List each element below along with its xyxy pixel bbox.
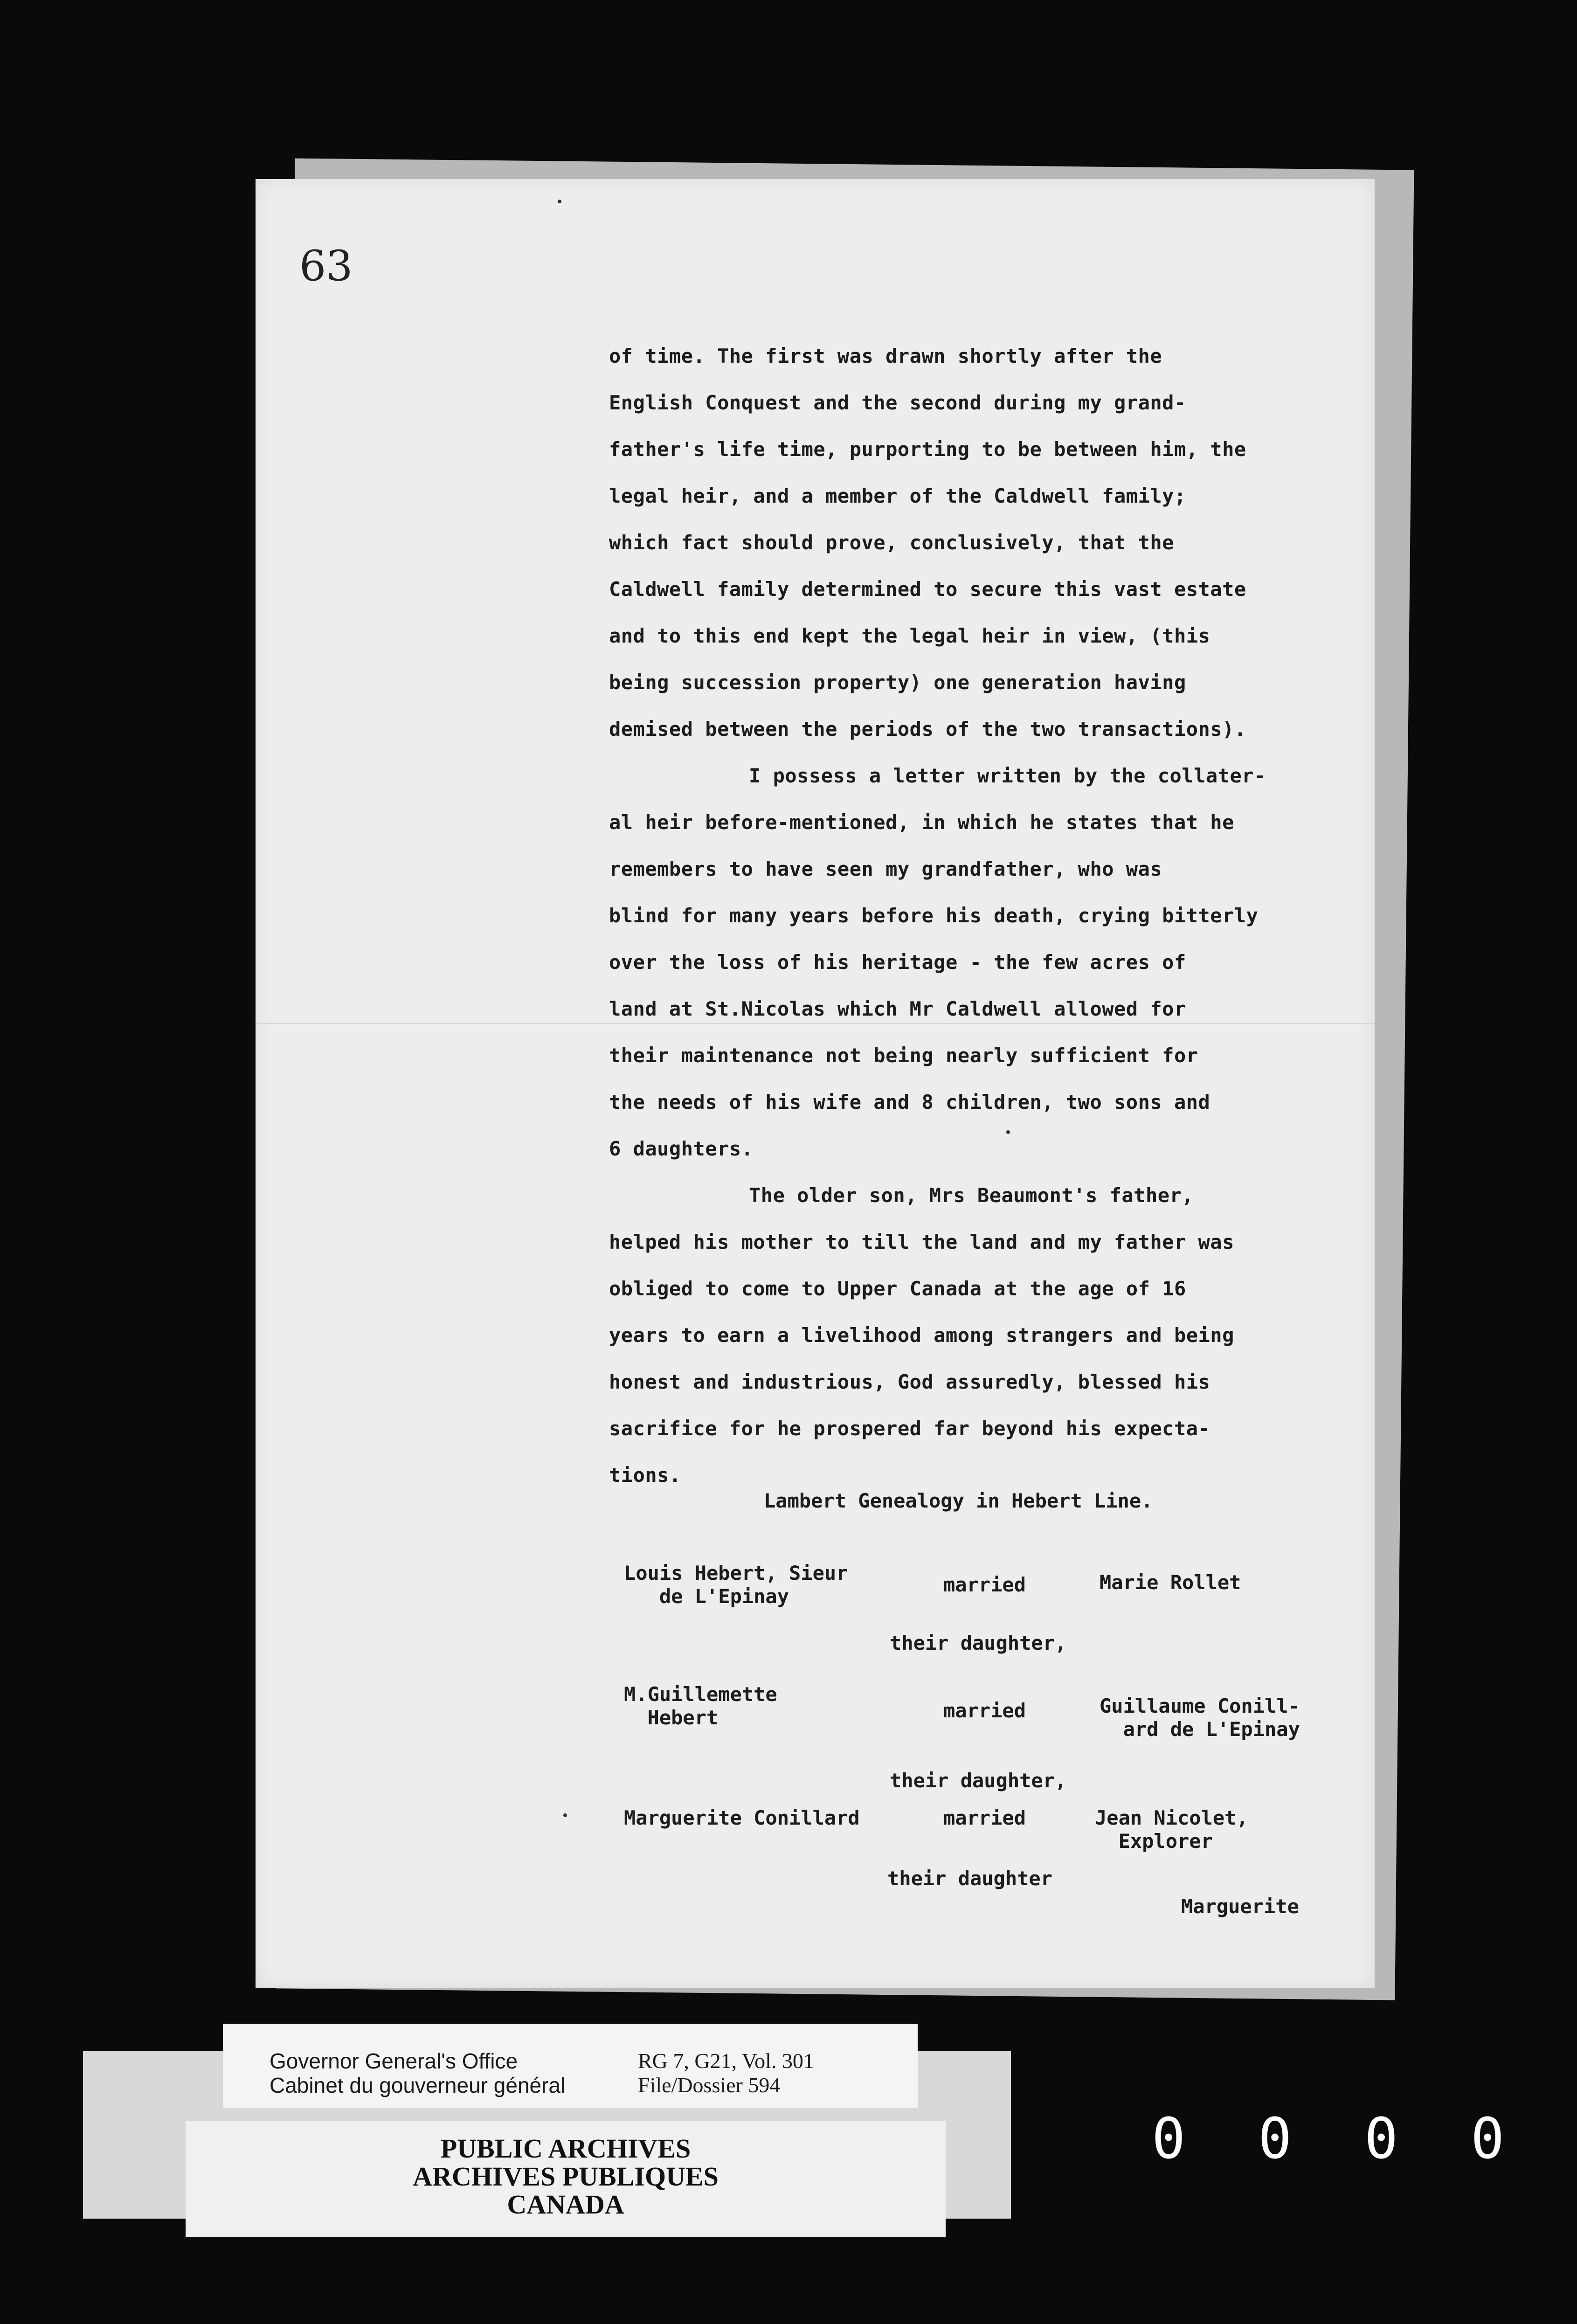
text-line: al heir before-mentioned, in which he states that he <box>609 811 1234 834</box>
text-line: their maintenance not being nearly sufficient for <box>609 1044 1198 1067</box>
document-page <box>256 179 1375 1988</box>
gen-married-3: married <box>943 1806 1026 1829</box>
archive-reference-label <box>223 2024 918 2108</box>
gen-link-1: their daughter, <box>890 1632 1067 1654</box>
gen-link-2: their daughter, <box>890 1769 1067 1792</box>
text-line: Caldwell family determined to secure this vast estate <box>609 578 1246 601</box>
body-text <box>609 333 1374 1499</box>
text-line: the needs of his wife and 8 children, two sons and <box>609 1091 1210 1114</box>
speck <box>558 200 561 203</box>
gen-person-marguerite: Marguerite <box>1181 1895 1299 1918</box>
speck <box>1006 1130 1010 1134</box>
archives-country: CANADA <box>507 2189 624 2220</box>
text-line: obliged to come to Upper Canada at the age of 16 <box>609 1277 1186 1300</box>
text-line: remembers to have seen my grandfather, who was <box>609 858 1162 880</box>
frame-digit: 0 <box>1258 2107 1292 2172</box>
gen-person-louis-hebert: Louis Hebert, Sieur de L'Epinay <box>624 1562 848 1608</box>
frame-digit: 0 <box>1364 2107 1398 2172</box>
text-line: years to earn a livelihood among strangers and being <box>609 1324 1234 1347</box>
file-number: File/Dossier 594 <box>638 2073 781 2097</box>
record-group: RG 7, G21, Vol. 301 <box>638 2049 814 2073</box>
text-line: demised between the periods of the two transactions). <box>609 718 1246 740</box>
text-line: blind for many years before his death, crying bitterly <box>609 904 1259 927</box>
archives-english: PUBLIC ARCHIVES <box>440 2133 691 2164</box>
gen-person-jean-nicolet: Jean Nicolet, Explorer <box>1095 1806 1248 1853</box>
frame-counter <box>1152 2107 1577 2172</box>
text-line: being succession property) one generation having <box>609 671 1186 694</box>
public-archives-label <box>186 2121 946 2237</box>
text-line: of time. The first was drawn shortly after the <box>609 345 1162 367</box>
text-line: and to this end kept the legal heir in view, (this <box>609 624 1210 647</box>
frame-digit: 0 <box>1152 2107 1186 2172</box>
text-line: land at St.Nicolas which Mr Caldwell allowed for <box>609 997 1186 1020</box>
speck <box>563 1813 567 1817</box>
text-line: tions. <box>609 1464 681 1487</box>
text-line: honest and industrious, God assuredly, blessed his <box>609 1370 1210 1393</box>
text-line: 6 daughters. <box>609 1137 754 1160</box>
office-french: Cabinet du gouverneur général <box>270 2073 566 2097</box>
text-line: legal heir, and a member of the Caldwell family; <box>609 484 1186 507</box>
frame-digit: 0 <box>1471 2107 1505 2172</box>
gen-link-3: their daughter <box>887 1867 1053 1890</box>
text-line: which fact should prove, conclusively, that the <box>609 531 1174 554</box>
text-line: sacrifice for he prospered far beyond his expecta- <box>609 1417 1210 1440</box>
gen-married-2: married <box>943 1699 1026 1722</box>
text-line: English Conquest and the second during my grand- <box>609 391 1186 414</box>
gen-person-marie-rollet: Marie Rollet <box>1100 1571 1241 1594</box>
office-english: Governor General's Office <box>270 2049 518 2073</box>
genealogy-title: Lambert Genealogy in Hebert Line. <box>764 1489 1153 1512</box>
text-line: The older son, Mrs Beaumont's father, <box>749 1184 1194 1207</box>
page-number: 63 <box>299 242 353 290</box>
gen-married-1: married <box>943 1573 1026 1596</box>
gen-person-marguerite-conillard: Marguerite Conillard <box>624 1806 860 1829</box>
gen-person-guillemette-hebert: M.Guillemette Hebert <box>624 1683 777 1729</box>
archives-french: ARCHIVES PUBLIQUES <box>413 2161 719 2192</box>
text-line: helped his mother to till the land and my father was <box>609 1231 1234 1253</box>
text-line: over the loss of his heritage - the few acres of <box>609 951 1186 974</box>
text-line: father's life time, purporting to be between him, the <box>609 438 1246 461</box>
gen-person-guillaume-conillard: Guillaume Conill- ard de L'Epinay <box>1100 1695 1300 1741</box>
text-line: I possess a letter written by the collater- <box>749 764 1266 787</box>
